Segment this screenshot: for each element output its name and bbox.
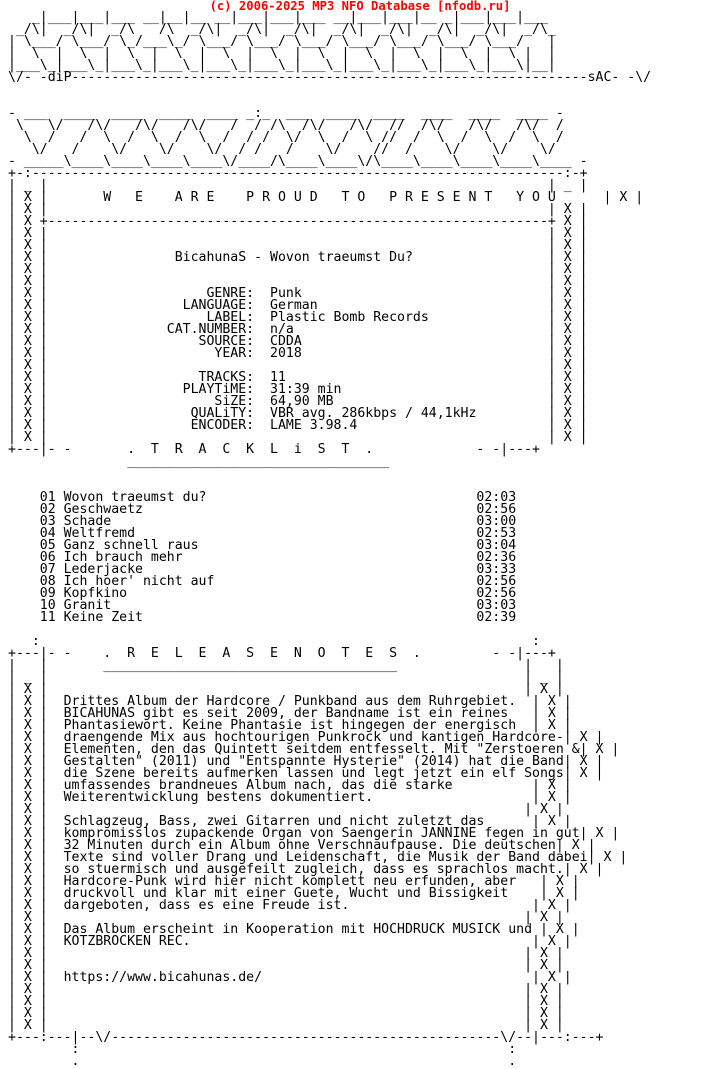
nfo-line: | X | PLAYTiME: 31:39 min | X |	[8, 382, 588, 397]
nfo-line: 07 Lederjacke 03:33	[8, 562, 517, 577]
nfo-line: | X | QUALiTY: VBR avg. 286kbps / 44,1kHz | X |	[8, 406, 588, 421]
nfo-line: | X | Das Album erscheint in Kooperation mit HOCHDRUCK MUSICK und | X |	[8, 922, 580, 937]
nfo-line: | X | SOURCE: CDDA | X |	[8, 334, 588, 349]
nfo-line: : :	[8, 1042, 517, 1057]
nfo-line: | X | Phantasiewort. Keine Phantasie ist hingegen der energisch | X |	[8, 718, 572, 733]
nfo-line: 10 Granit 03:03	[8, 598, 517, 613]
nfo-line: +---|- - . T R A C K L i S T . - -|---+	[8, 442, 540, 457]
nfo-line: | _ | | _ |	[8, 670, 564, 685]
nfo-line: | X | | X |	[8, 682, 564, 697]
nfo-line: | X | druckvoll und klar mit einer Guete, Wucht und Bissigkeit | X |	[8, 886, 580, 901]
nfo-line: _/\| _/\| _/\ /\ _/\| _/\| _/\| _/\| _/\| _/\| _/\| _/\_	[8, 22, 556, 37]
nfo-line	[8, 84, 651, 96]
nfo-line: | X | Elementen, den das Quintett seitdem entfesselt. Mit "Zerstoeren &| X |	[8, 742, 620, 757]
nfo-line: 03 Schade 03:00	[8, 514, 517, 529]
nfo-line: | X | | X |	[8, 262, 588, 277]
nfo-line[interactable]: | X | https://www.bicahunas.de/ | X |	[8, 970, 572, 985]
nfo-line: | X | Drittes Album der Hardcore / Punkband aus dem Ruhrgebiet. | X |	[8, 694, 572, 709]
nfo-line: | X | | X |	[8, 946, 564, 961]
nfo-line: \ / / \ / \ / \ / / / \/ \ / \ // / \ / \ / \ /	[8, 130, 564, 145]
nfo-line: +---:---|--\/-------------------------------------------------\/--|---:---+	[8, 1030, 604, 1045]
nfo-line: \ \/ /\/ /\/ /\/ / / /\ /\/ /\/ // /\/ /\/ /\/ /	[8, 118, 564, 133]
nfo-line: | X | 32 Minuten durch ein Album ohne Verschnaufpause. Die deutschen| X |	[8, 838, 596, 853]
nfo-line: | X | BicahunaS - Wovon traeumst Du? | X |	[8, 250, 588, 265]
nfo-line: | X | | X |	[8, 982, 564, 997]
nfo-line: | X | umfassendes brandneues Album nach, das die starke | X |	[8, 778, 572, 793]
nfo-line: | X | LABEL: Plastic Bomb Records | X |	[8, 310, 588, 325]
nfo-line: 08 Ich hoer' nicht auf 02:56	[8, 574, 517, 589]
nfo-line: | X +---------------------------------------------------------------+ X |	[8, 214, 588, 229]
nfo-line: | X | | X |	[8, 430, 588, 445]
nfo-line: \/ / \/ \/ \/ / / / \/ // / \/ \/ \/	[8, 142, 556, 157]
nfo-line: | | _____________________________________ | |	[8, 658, 564, 673]
nfo-line: | X | Texte sind voller Drang und Leidenschaft, die Musik der Band dabei| X |	[8, 850, 628, 865]
nfo-line: |___\_|___\_|___\_|___\_|___\_|___\_|___\_|___\_|___\_|___\_|___\|__|	[8, 58, 556, 73]
nfo-line: | X | KOTZBROCKEN REC. | X |	[8, 934, 572, 949]
nfo-line: | X | | X |	[8, 994, 564, 1009]
site-banner: (c) 2006-2025 MP3 NFO Database [nfodb.ru]	[209, 0, 511, 13]
nfo-line: 02 Geschwaetz 02:56	[8, 502, 517, 517]
nfo-line: : :	[8, 634, 540, 649]
nfo-line: | X | dargeboten, dass es eine Freude ist. | X |	[8, 898, 572, 913]
nfo-line: | X | | X |	[8, 202, 588, 217]
nfo-line: | X | | X |	[8, 274, 588, 289]
nfo-line: | X | die Szene bereits aufmerken lassen und legt jetzt ein elf Songs| X |	[8, 766, 604, 781]
nfo-line: | X | ENCODER: LAME 3.98.4 | X |	[8, 418, 588, 433]
nfo-line: | X | Schlagzeug, Bass, zwei Gitarren und nicht zuletzt das | X |	[8, 814, 572, 829]
nfo-line	[8, 468, 651, 480]
nfo-line: | X | LANGUAGE: German | X |	[8, 298, 588, 313]
nfo-line: | X | draengende Mix aus hochtourigen Punkrock und kantigen Hardcore-| X |	[8, 730, 604, 745]
nfo-line: 04 Weltfremd 02:53	[8, 526, 517, 541]
nfo-line: | X | | X |	[8, 910, 564, 925]
nfo-line: | X | so stuermisch und ausgefeilt zugleich, dass es sprachlos macht.| X |	[8, 862, 604, 877]
nfo-line: | _ | | _ |	[8, 178, 588, 193]
nfo-line: | X | YEAR: 2018 | X |	[8, 346, 588, 361]
nfo-line: | X | | X |	[8, 1006, 564, 1021]
nfo-line: | X | | X |	[8, 358, 588, 373]
nfo-line: | X | | X |	[8, 1018, 564, 1033]
nfo-line: | X | CAT.NUMBER: n/a | X |	[8, 322, 588, 337]
nfo-line: | X | GENRE: Punk | X |	[8, 286, 588, 301]
nfo-line: \/- -diP-----------------------------------------------------------------sAC- -\/	[8, 70, 652, 85]
nfo-line: | X | | X |	[8, 958, 564, 973]
nfo-line: | X | W E A R E P R O U D T O P R E S E N T Y O U | X |	[8, 190, 644, 205]
nfo-line: - _____\____\____\____\____\/____/\____\____\/\____\____\____\____\____ -	[8, 154, 588, 169]
nfo-text	[8, 12, 651, 1068]
nfo-line: | X | | X |	[8, 226, 588, 241]
nfo-line: | X | TRACKS: 11 | X |	[8, 370, 588, 385]
nfo-line: | X | Hardcore-Punk wird hier nicht komplett neu erfunden, aber | X |	[8, 874, 580, 889]
nfo-line: +-:-------------------------------------------------------------------:-+	[8, 166, 588, 181]
nfo-line: 09 Kopfkino 02:56	[8, 586, 517, 601]
nfo-line: 01 Wovon traeumst du? 02:03	[8, 490, 517, 505]
nfo-line: 05 Ganz schnell raus 03:04	[8, 538, 517, 553]
nfo-line: _|___|___|___ __|__|__ __|___|___|___ __|___|___|__ _|___|___|___	[8, 10, 548, 25]
nfo-line: | X | | X |	[8, 238, 588, 253]
nfo-line: _________________________________	[8, 454, 501, 469]
nfo-line: +---|- - . R E L E A S E N O T E S . - -|---+	[8, 646, 556, 661]
nfo-line: . .	[8, 1054, 517, 1069]
nfo-line: | X | | X |	[8, 802, 564, 817]
nfo-line: | \ | \ | \ | \ | \ | \ | \ | \ | \ | \ | \ | |	[8, 46, 556, 61]
nfo-line: | X | Gestalten" (2011) und "Entspannte Hysterie" (2014) hat die Band| X |	[8, 754, 604, 769]
nfo-line: | X | kompromisslos zupackende Organ von Saengerin JANNINE fegen in gut| X |	[8, 826, 620, 841]
nfo-line: | X | BICAHUNAS gibt es seit 2009, der Bandname ist ein reines | X |	[8, 706, 572, 721]
nfo-line: | X | SiZE: 64,90 MB | X |	[8, 394, 588, 409]
nfo-line: | X | Weiterentwicklung bestens dokumentiert. | X |	[8, 790, 572, 805]
nfo-line: | \___/ \___/ \_/___\_/ \___/ \___/ \___/ \___/ \___/ \___/ \___/ |	[8, 34, 556, 49]
nfo-line: 11 Keine Zeit 02:39	[8, 610, 517, 625]
nfo-line: 06 Ich brauch mehr 02:36	[8, 550, 517, 565]
nfo-line: - ___ ____ ____ ____ ____ _:_ ___ ____ ____ ____ ____ ____ -	[8, 106, 564, 121]
